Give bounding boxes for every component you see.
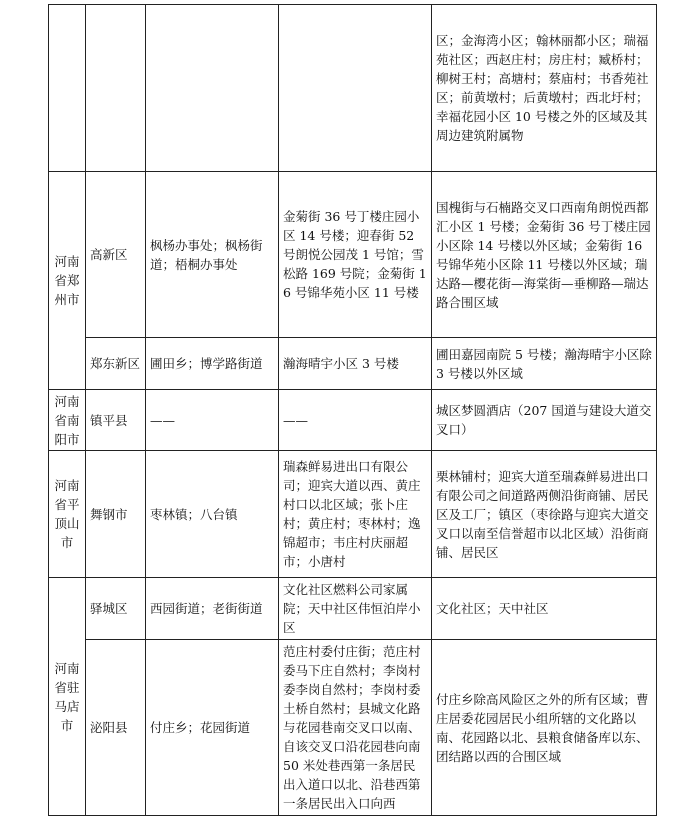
district-cell: 镇平县 [86,390,146,451]
streets-cell: 圃田乡；博学路街道 [146,338,279,390]
province-cell: 河南省郑州市 [49,172,86,390]
high-risk-cell: 范庄村委付庄街；范庄村委马下庄自然村；李岗村委李岗自然村；李岗村委土桥自然村；县城文化路与花园巷南交叉口以南、自该交叉口沿花园巷向南 50 米处巷西第一条居民出入道口以北、沿巷西第一条居民出入口向西 [279,640,432,816]
province-cell [49,5,86,172]
district-cell: 舞钢市 [86,451,146,578]
high-risk-cell: 金菊街 36 号丁楼庄园小区 14 号楼；迎春街 52 号朗悦公园茂 1 号馆；雪松路 169 号院；金菊街 16 号锦华苑小区 11 号楼 [279,172,432,338]
streets-cell: 西园街道；老街街道 [146,578,279,640]
district-cell [86,5,146,172]
medium-risk-cell: 文化社区；天中社区 [432,578,657,640]
high-risk-cell [279,5,432,172]
medium-risk-cell: 城区梦圆酒店（207 国道与建设大道交叉口） [432,390,657,451]
district-cell: 驿城区 [86,578,146,640]
high-risk-cell: 文化社区燃料公司家属院；天中社区伟恒泊岸小区 [279,578,432,640]
table-row [49,578,657,640]
streets-cell [146,5,279,172]
district-cell: 高新区 [86,172,146,338]
medium-risk-cell: 圃田嘉园南院 5 号楼；瀚海晴宇小区除 3 号楼以外区域 [432,338,657,390]
table-row [49,172,657,338]
province-cell: 河南省南阳市 [49,390,86,451]
medium-risk-cell: 付庄乡除高风险区之外的所有区域；曹庄居委花园居民小组所辖的文化路以南、花园路以北、县粮食储备库以东、团结路以西的合围区域 [432,640,657,816]
table-row [49,390,657,451]
table-row [49,451,657,578]
streets-cell: —— [146,390,279,451]
high-risk-cell: 瀚海晴宇小区 3 号楼 [279,338,432,390]
district-cell: 泌阳县 [86,640,146,816]
table-row [49,5,657,172]
district-cell: 郑东新区 [86,338,146,390]
province-cell: 河南省平顶山市 [49,451,86,578]
streets-cell: 付庄乡；花园街道 [146,640,279,816]
risk-area-table [48,4,657,816]
high-risk-cell: —— [279,390,432,451]
medium-risk-cell: 区；金海湾小区；翰林丽都小区；瑞福苑社区；西赵庄村；房庄村；臧桥村；柳树王村；高塘村；蔡庙村；书香苑社区；前黄墩村；后黄墩村；西北圩村；幸福花园小区 10 号楼之外的区域及其周边建筑附属物 [432,5,657,172]
table-row [49,338,657,390]
streets-cell: 枣林镇；八台镇 [146,451,279,578]
medium-risk-cell: 栗林铺村；迎宾大道至瑞森鲜易进出口有限公司之间道路两侧沿街商铺、居民区及工厂；镇区（枣徐路与迎宾大道交叉口以南至信誉超市以北区域）沿街商铺、居民区 [432,451,657,578]
table-row [49,640,657,816]
province-cell: 河南省驻马店市 [49,578,86,816]
medium-risk-cell: 国槐街与石楠路交叉口西南角朗悦西都汇小区 1 号楼；金菊街 36 号丁楼庄园小区除 14 号楼以外区域；金菊街 16 号锦华苑小区除 11 号楼以外区域；瑞达路—樱花街—海棠街—垂柳路—瑞达路合围区域 [432,172,657,338]
high-risk-cell: 瑞森鲜易进出口有限公司；迎宾大道以西、黄庄村口以北区域；张卜庄村；黄庄村；枣林村；逸锦超市；韦庄村庆丽超市；小唐村 [279,451,432,578]
streets-cell: 枫杨办事处；枫杨街道；梧桐办事处 [146,172,279,338]
